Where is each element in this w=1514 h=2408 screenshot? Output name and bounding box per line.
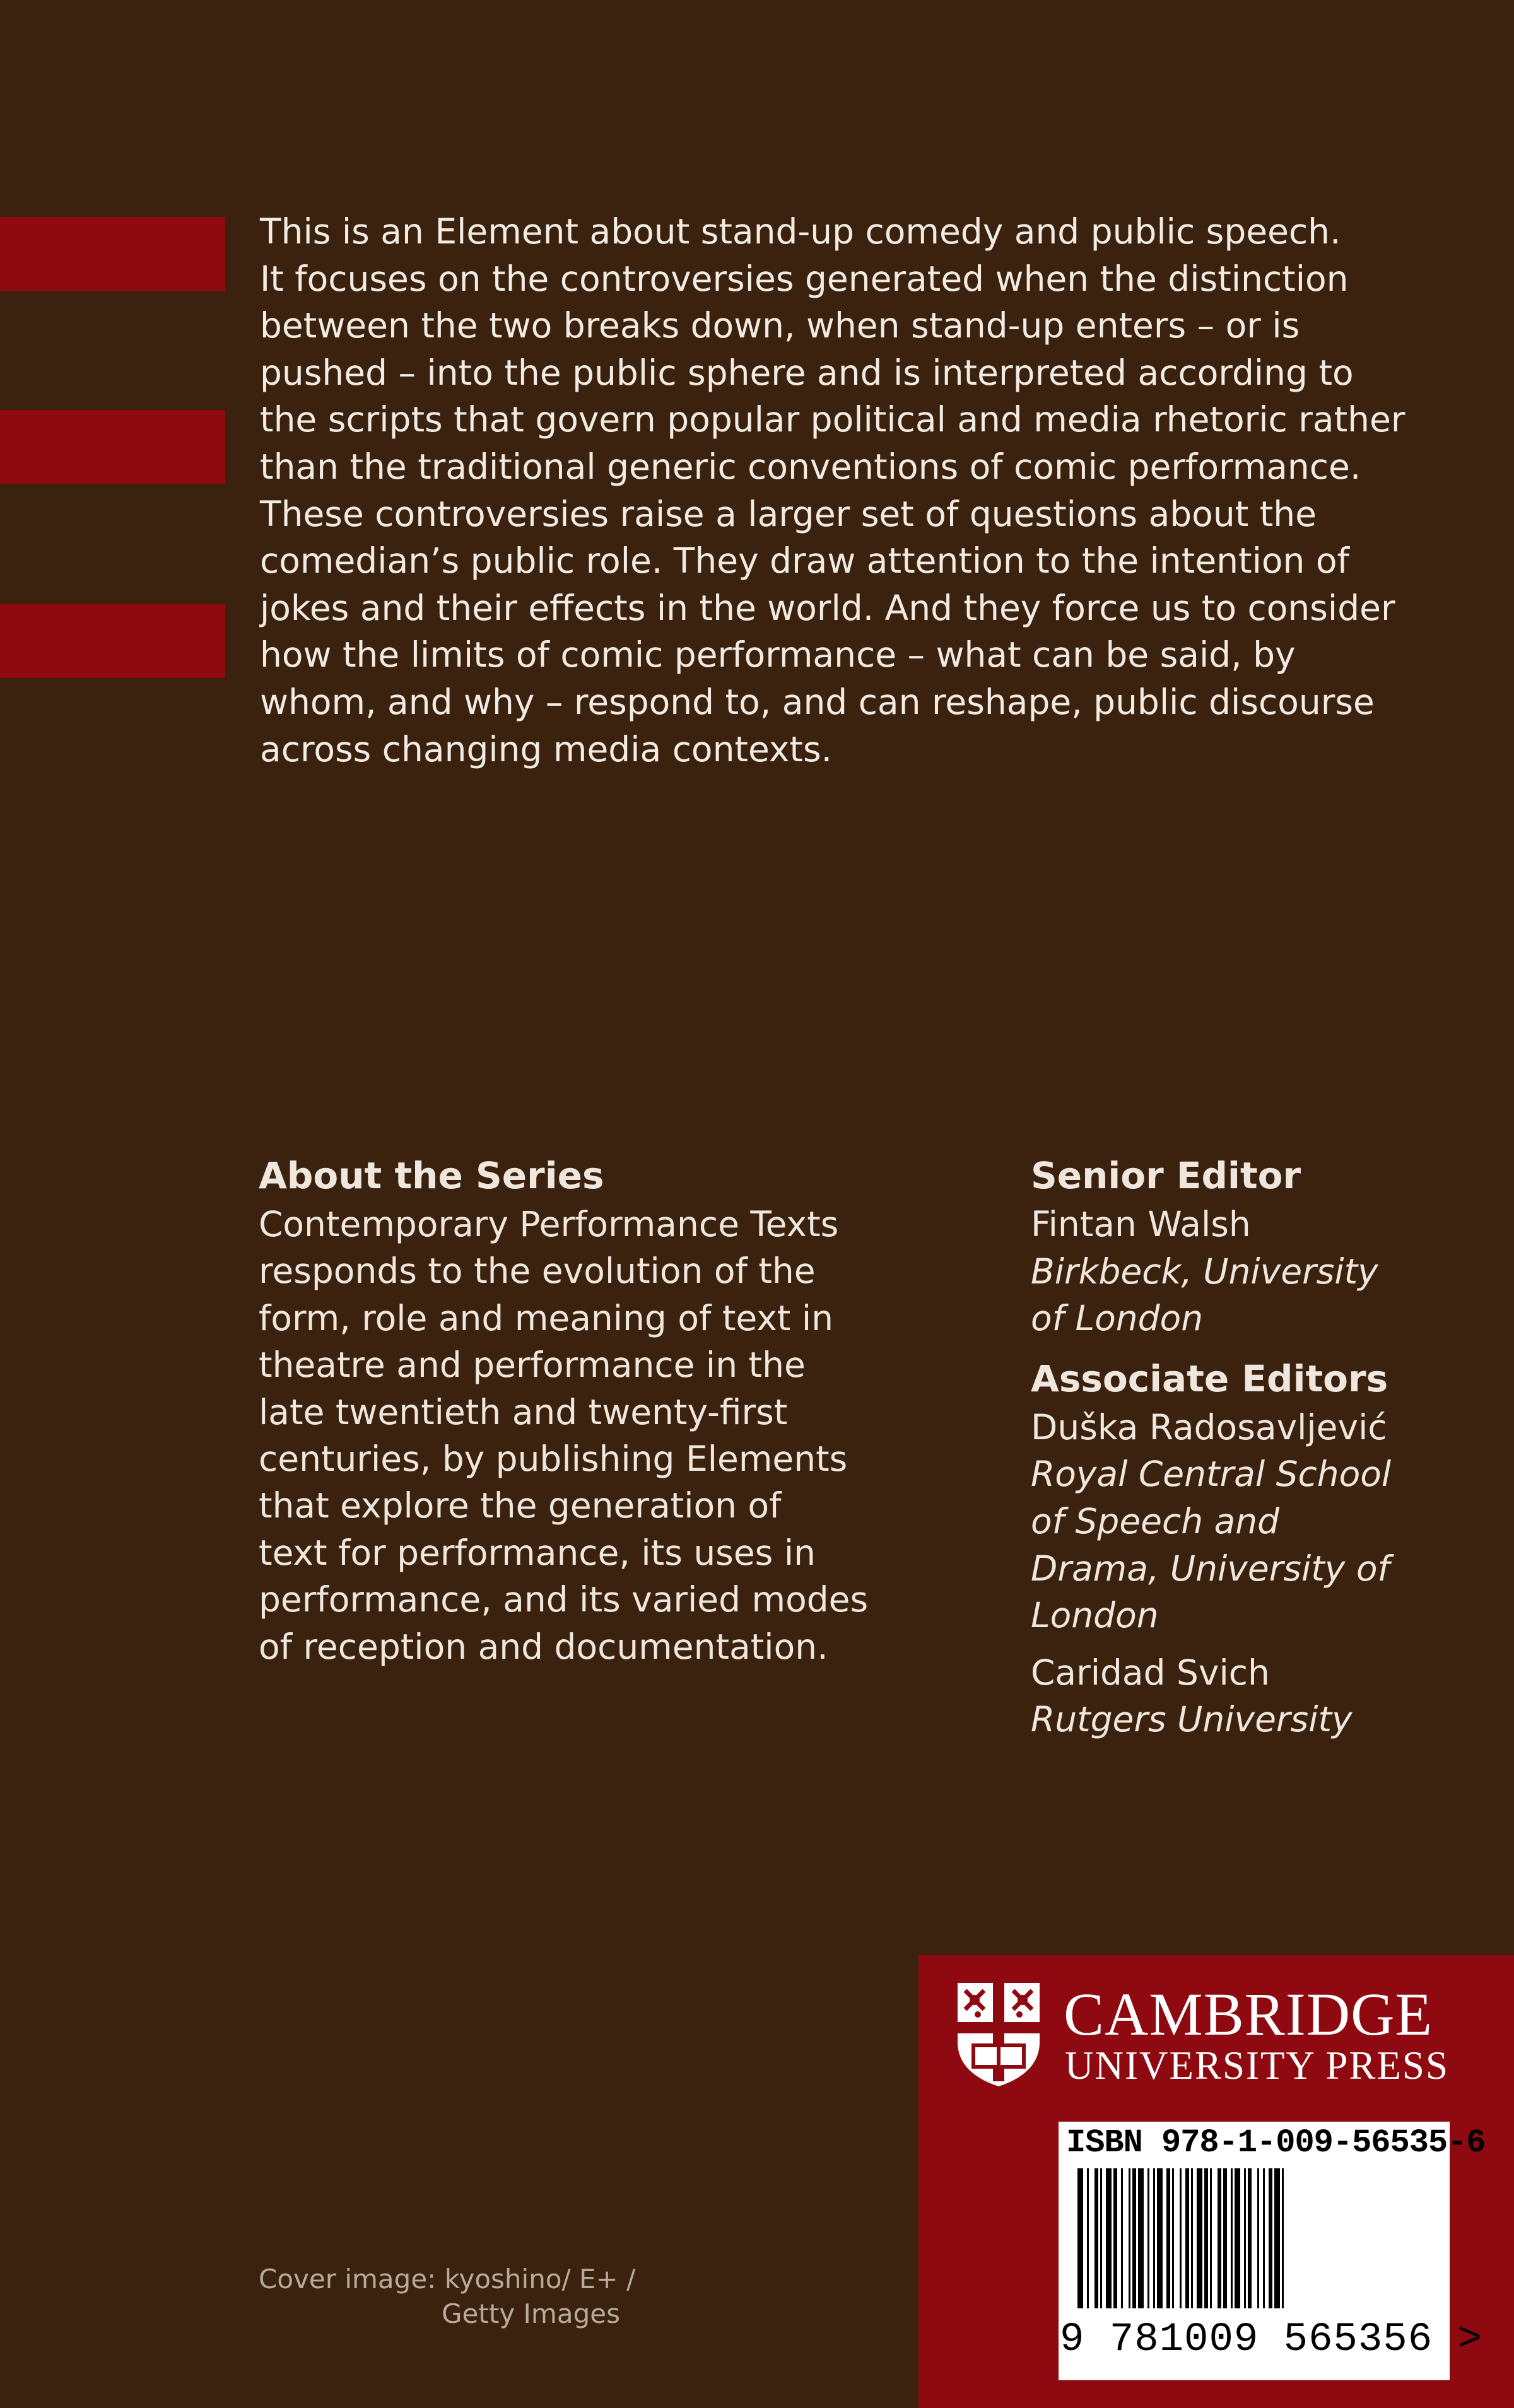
- associate-editor-affiliation: London: [1031, 1595, 1159, 1636]
- blurb-line: whom, and why – respond to, and can reshape, public discourse: [260, 681, 1375, 722]
- about-line: that explore the generation of: [259, 1485, 782, 1526]
- blurb-line: between the two breaks down, when stand-up enters – or is: [260, 305, 1300, 346]
- barcode-bar: [1197, 2168, 1202, 2308]
- barcode-bar: [1180, 2168, 1182, 2308]
- barcode-bar: [1129, 2168, 1130, 2308]
- associate-editor-affiliation: Royal Central School: [1031, 1454, 1392, 1495]
- about-line: responds to the evolution of the: [259, 1251, 816, 1292]
- red-stripe-middle: [0, 410, 225, 484]
- barcode-bar: [1244, 2168, 1246, 2308]
- about-line: of reception and documentation.: [259, 1626, 828, 1667]
- barcode-bar: [1218, 2168, 1221, 2308]
- barcode-bar: [1132, 2168, 1136, 2308]
- barcode-bar: [1087, 2168, 1089, 2308]
- blurb-line: jokes and their effects in the world. And they force us to consider: [260, 587, 1395, 628]
- blurb-line: across changing media contexts.: [260, 728, 833, 769]
- editors-list: [1031, 1150, 1510, 1743]
- barcode-bar: [1166, 2168, 1170, 2308]
- barcode-bar: [1100, 2168, 1102, 2308]
- barcode-bar: [1204, 2168, 1208, 2308]
- about-line: late twentieth and twenty-first: [259, 1391, 788, 1432]
- barcode-bar: [1153, 2168, 1155, 2308]
- associate-editors-heading: Associate Editors: [1031, 1357, 1388, 1400]
- senior-editor-affiliation: Birkbeck, University: [1031, 1251, 1378, 1292]
- about-line: performance, and its varied modes: [259, 1579, 869, 1620]
- barcode-bar: [1138, 2168, 1144, 2308]
- isbn-label: ISBN 978-1-009-56535-6: [1066, 2124, 1486, 2161]
- about-line: theatre and performance in the: [259, 1345, 806, 1386]
- publisher-name: CAMBRIDGE: [1064, 1980, 1433, 2048]
- barcode-bar: [1113, 2168, 1117, 2308]
- credit-line: Getty Images: [442, 2298, 620, 2329]
- barcode-bars: [1077, 2168, 1429, 2308]
- blurb-line: comedian’s public role. They draw attention to the intention of: [260, 541, 1349, 582]
- barcode-bar: [1231, 2168, 1233, 2308]
- associate-editor-affiliation: of Speech and: [1031, 1500, 1280, 1541]
- credit-line: Cover image: kyoshino/ E+ /: [259, 2264, 636, 2294]
- ean-digits: 9 781009 565356 >: [1060, 2317, 1482, 2363]
- about-series-text: [259, 1201, 940, 1670]
- barcode-bar: [1185, 2168, 1189, 2308]
- barcode-bar: [1094, 2168, 1098, 2308]
- barcode-bar: [1077, 2168, 1083, 2308]
- about-line: centuries, by publishing Elements: [259, 1439, 848, 1480]
- barcode-bar: [1147, 2168, 1149, 2308]
- barcode-bar: [1121, 2168, 1123, 2308]
- barcode-bar: [1157, 2168, 1163, 2308]
- publisher-panel: [918, 1955, 1514, 2408]
- blurb-line: than the traditional generic conventions of comic performance.: [260, 446, 1361, 487]
- blurb-line: the scripts that govern popular political and media rhetoric rather: [260, 399, 1405, 440]
- blurb-line: This is an Element about stand-up comedy and public speech.: [260, 211, 1341, 252]
- associate-editor-name: Duška Radosavljević: [1031, 1406, 1387, 1447]
- senior-editor-name: Fintan Walsh: [1031, 1204, 1251, 1244]
- barcode-bar: [1191, 2168, 1193, 2308]
- red-stripe-bottom: [0, 604, 225, 678]
- about-line: form, role and meaning of text in: [259, 1297, 833, 1338]
- associate-editor-affiliation: Drama, University of: [1031, 1548, 1390, 1589]
- barcode-bar: [1210, 2168, 1212, 2308]
- associate-editor-name: Caridad Svich: [1031, 1652, 1270, 1693]
- blurb-line: It focuses on the controversies generated when the distinction: [260, 258, 1349, 299]
- book-blurb: [260, 208, 1440, 773]
- barcode-bar: [1257, 2168, 1259, 2308]
- cover-image-credit: [259, 2262, 662, 2331]
- blurb-line: pushed – into the public sphere and is interpreted according to: [260, 352, 1354, 393]
- barcode-bar: [1248, 2168, 1252, 2308]
- about-line: Contemporary Performance Texts: [259, 1204, 839, 1244]
- red-stripe-top: [0, 217, 225, 291]
- publisher-subtitle: UNIVERSITY PRESS: [1065, 2043, 1449, 2088]
- about-series-heading: About the Series: [259, 1154, 604, 1197]
- senior-editor-affiliation: of London: [1031, 1298, 1204, 1339]
- associate-editor-affiliation: Rutgers University: [1031, 1699, 1353, 1740]
- barcode-bar: [1235, 2168, 1240, 2308]
- barcode-bar: [1282, 2168, 1284, 2308]
- cambridge-shield-icon: [956, 1982, 1041, 2088]
- barcode-bar: [1274, 2168, 1280, 2308]
- barcode-bar: [1106, 2168, 1112, 2308]
- barcode-bar: [1269, 2168, 1272, 2308]
- isbn-barcode: [1059, 2122, 1486, 2380]
- senior-editor-heading: Senior Editor: [1031, 1154, 1301, 1197]
- blurb-line: how the limits of comic performance – what can be said, by: [260, 634, 1296, 675]
- blurb-line: These controversies raise a larger set of questions about the: [260, 493, 1317, 534]
- barcode-bar: [1223, 2168, 1227, 2308]
- about-line: text for performance, its uses in: [259, 1532, 816, 1573]
- barcode-bar: [1263, 2168, 1265, 2308]
- barcode-bar: [1172, 2168, 1174, 2308]
